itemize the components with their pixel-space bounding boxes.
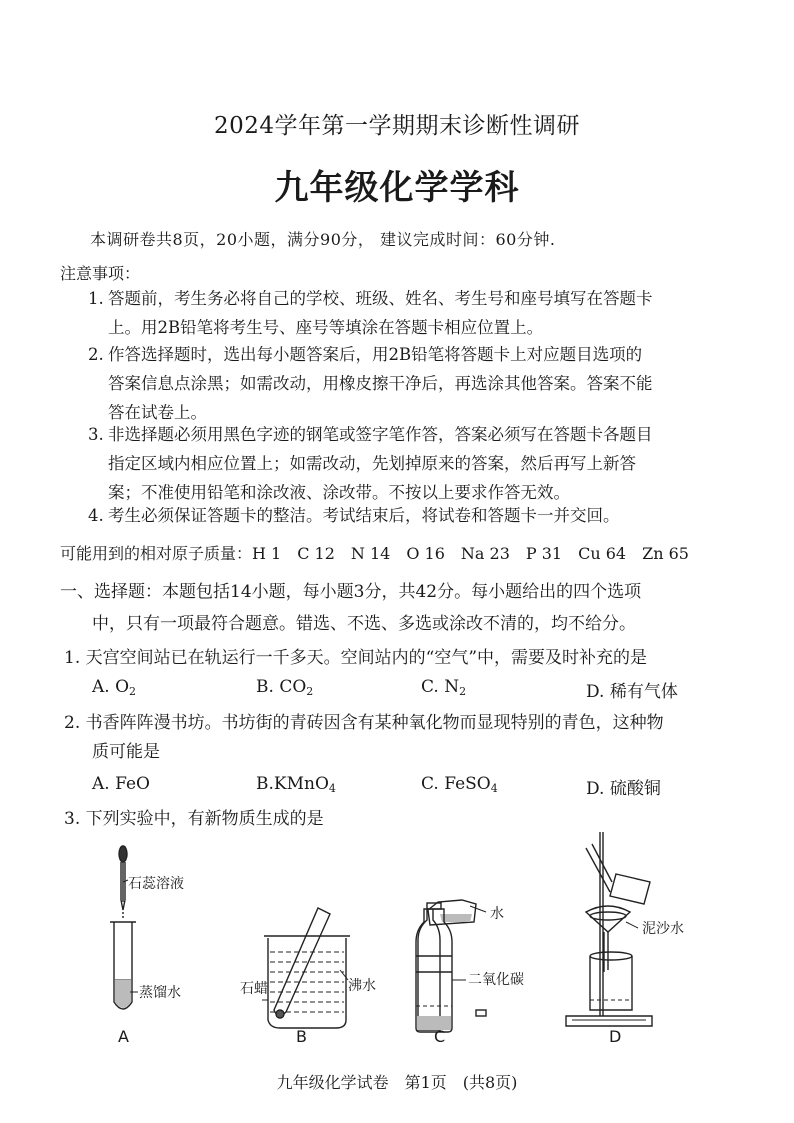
- note-item: [88, 420, 718, 507]
- option-text: KMnO: [273, 774, 329, 794]
- note-number: 2.: [88, 345, 104, 364]
- note-line: 作答选择题时，选出每小题答案后，用2B铅笔将答题卡上对应题目选项的: [108, 345, 643, 364]
- note-line: 上。用2B铅笔将考生号、座号等填涂在答题卡相应位置上。: [108, 318, 544, 337]
- figure-a-dropper-tube: [110, 846, 138, 1009]
- note-number: 1.: [88, 289, 104, 308]
- option-letter: A.: [92, 677, 110, 697]
- option-letter: B.: [256, 774, 274, 794]
- fig-c-label-bottom: 二氧化碳: [468, 972, 524, 988]
- fig-d-caption: D: [609, 1027, 622, 1046]
- q1-option-c[interactable]: [421, 677, 466, 698]
- option-subscript: 2: [129, 685, 137, 698]
- fig-b-caption: B: [296, 1027, 307, 1046]
- exam-title: 2024学年第一学期期末诊断性调研: [213, 113, 581, 139]
- q1-option-b[interactable]: [256, 677, 313, 698]
- option-letter: A.: [92, 774, 110, 794]
- note-line: 答题前，考生务必将自己的学校、班级、姓名、考生号和座号填写在答题卡: [108, 289, 653, 308]
- note-item: [88, 501, 718, 530]
- fig-a-label-bottom: 蒸馏水: [139, 985, 181, 1001]
- section-heading-cont: 中，只有一项最符合题意。错选、不选、多选或涂改不清的，均不给分。: [92, 614, 636, 634]
- option-text: CO: [279, 677, 307, 697]
- note-line: 非选择题必须用黑色字迹的钢笔或签字笔作答，答案必须写在答题卡各题目: [108, 425, 653, 444]
- section-heading: 一、选择题：本题包括14小题，每小题3分，共42分。每小题给出的四个选项: [60, 582, 642, 602]
- option-letter: C.: [421, 677, 439, 697]
- option-subscript: 2: [459, 685, 467, 698]
- q1-option-d[interactable]: [586, 677, 678, 702]
- figure-b-beaker: [262, 908, 350, 1028]
- experiment-figures: [0, 830, 794, 1060]
- atomic-masses: 可能用到的相对原子质量：H 1 C 12 N 14 O 16 Na 23 P 31 Cu 64 Zn 65: [60, 544, 689, 563]
- question-2-stem-cont: 质可能是: [92, 742, 160, 762]
- figure-d-filtration: [566, 832, 652, 1026]
- option-text: 硫酸铜: [609, 779, 661, 799]
- fig-c-label-top: 水: [490, 906, 504, 922]
- fig-c-caption: C: [434, 1027, 446, 1046]
- page-footer: 九年级化学试卷 第1页 (共8页): [276, 1073, 518, 1092]
- fig-a-caption: A: [118, 1027, 129, 1046]
- figure-c-bottle: [416, 900, 486, 1032]
- subject-title: 九年级化学学科: [274, 168, 520, 208]
- option-letter: B.: [256, 677, 274, 697]
- option-text: N: [444, 677, 460, 697]
- notes-heading: 注意事项：: [60, 264, 141, 283]
- option-letter: C.: [421, 774, 439, 794]
- note-number: 4.: [88, 506, 104, 525]
- q1-option-a[interactable]: [92, 677, 136, 698]
- option-subscript: 4: [328, 782, 336, 795]
- exam-intro: 本调研卷共8页，20小题，满分90分， 建议完成时间：60分钟.: [90, 230, 556, 249]
- fig-a-label-top: 石蕊溶液: [128, 876, 184, 892]
- option-letter: D.: [586, 779, 605, 799]
- note-line: 案；不准使用铅笔和涂改液、涂改带。不按以上要求作答无效。: [108, 483, 570, 502]
- note-line: 考生必须保证答题卡的整洁。考试结束后，将试卷和答题卡一并交回。: [108, 506, 620, 525]
- note-item: [88, 284, 718, 342]
- option-letter: D.: [586, 682, 605, 702]
- question-3-stem: 3. 下列实验中，有新物质生成的是: [64, 809, 324, 829]
- q2-option-c[interactable]: [421, 774, 498, 795]
- option-subscript: 2: [306, 685, 314, 698]
- option-subscript: 4: [490, 782, 498, 795]
- note-line: 答在试卷上。: [108, 403, 207, 422]
- question-2-stem: 2. 书香阵阵漫书坊。书坊街的青砖因含有某种氧化物而显现特别的青色，这种物: [64, 713, 664, 733]
- note-item: [88, 340, 718, 427]
- fig-d-label: 泥沙水: [642, 921, 684, 937]
- option-text: FeSO: [444, 774, 491, 794]
- option-text: FeO: [115, 774, 150, 794]
- option-text: O: [115, 677, 130, 697]
- q2-option-d[interactable]: [586, 774, 661, 799]
- fig-b-label-left: 石蜡: [240, 981, 268, 997]
- option-text: 稀有气体: [609, 682, 678, 702]
- q2-option-b[interactable]: [256, 774, 336, 795]
- note-number: 3.: [88, 425, 104, 444]
- q2-option-a[interactable]: [92, 774, 150, 794]
- note-line: 指定区域内相应位置上；如需改动，先划掉原来的答案，然后再写上新答: [108, 454, 636, 473]
- question-1-stem: 1. 天宫空间站已在轨运行一千多天。空间站内的“空气”中，需要及时补充的是: [64, 648, 648, 668]
- note-line: 答案信息点涂黑；如需改动，用橡皮擦干净后，再选涂其他答案。答案不能: [108, 374, 653, 393]
- fig-b-label-right: 沸水: [348, 978, 376, 994]
